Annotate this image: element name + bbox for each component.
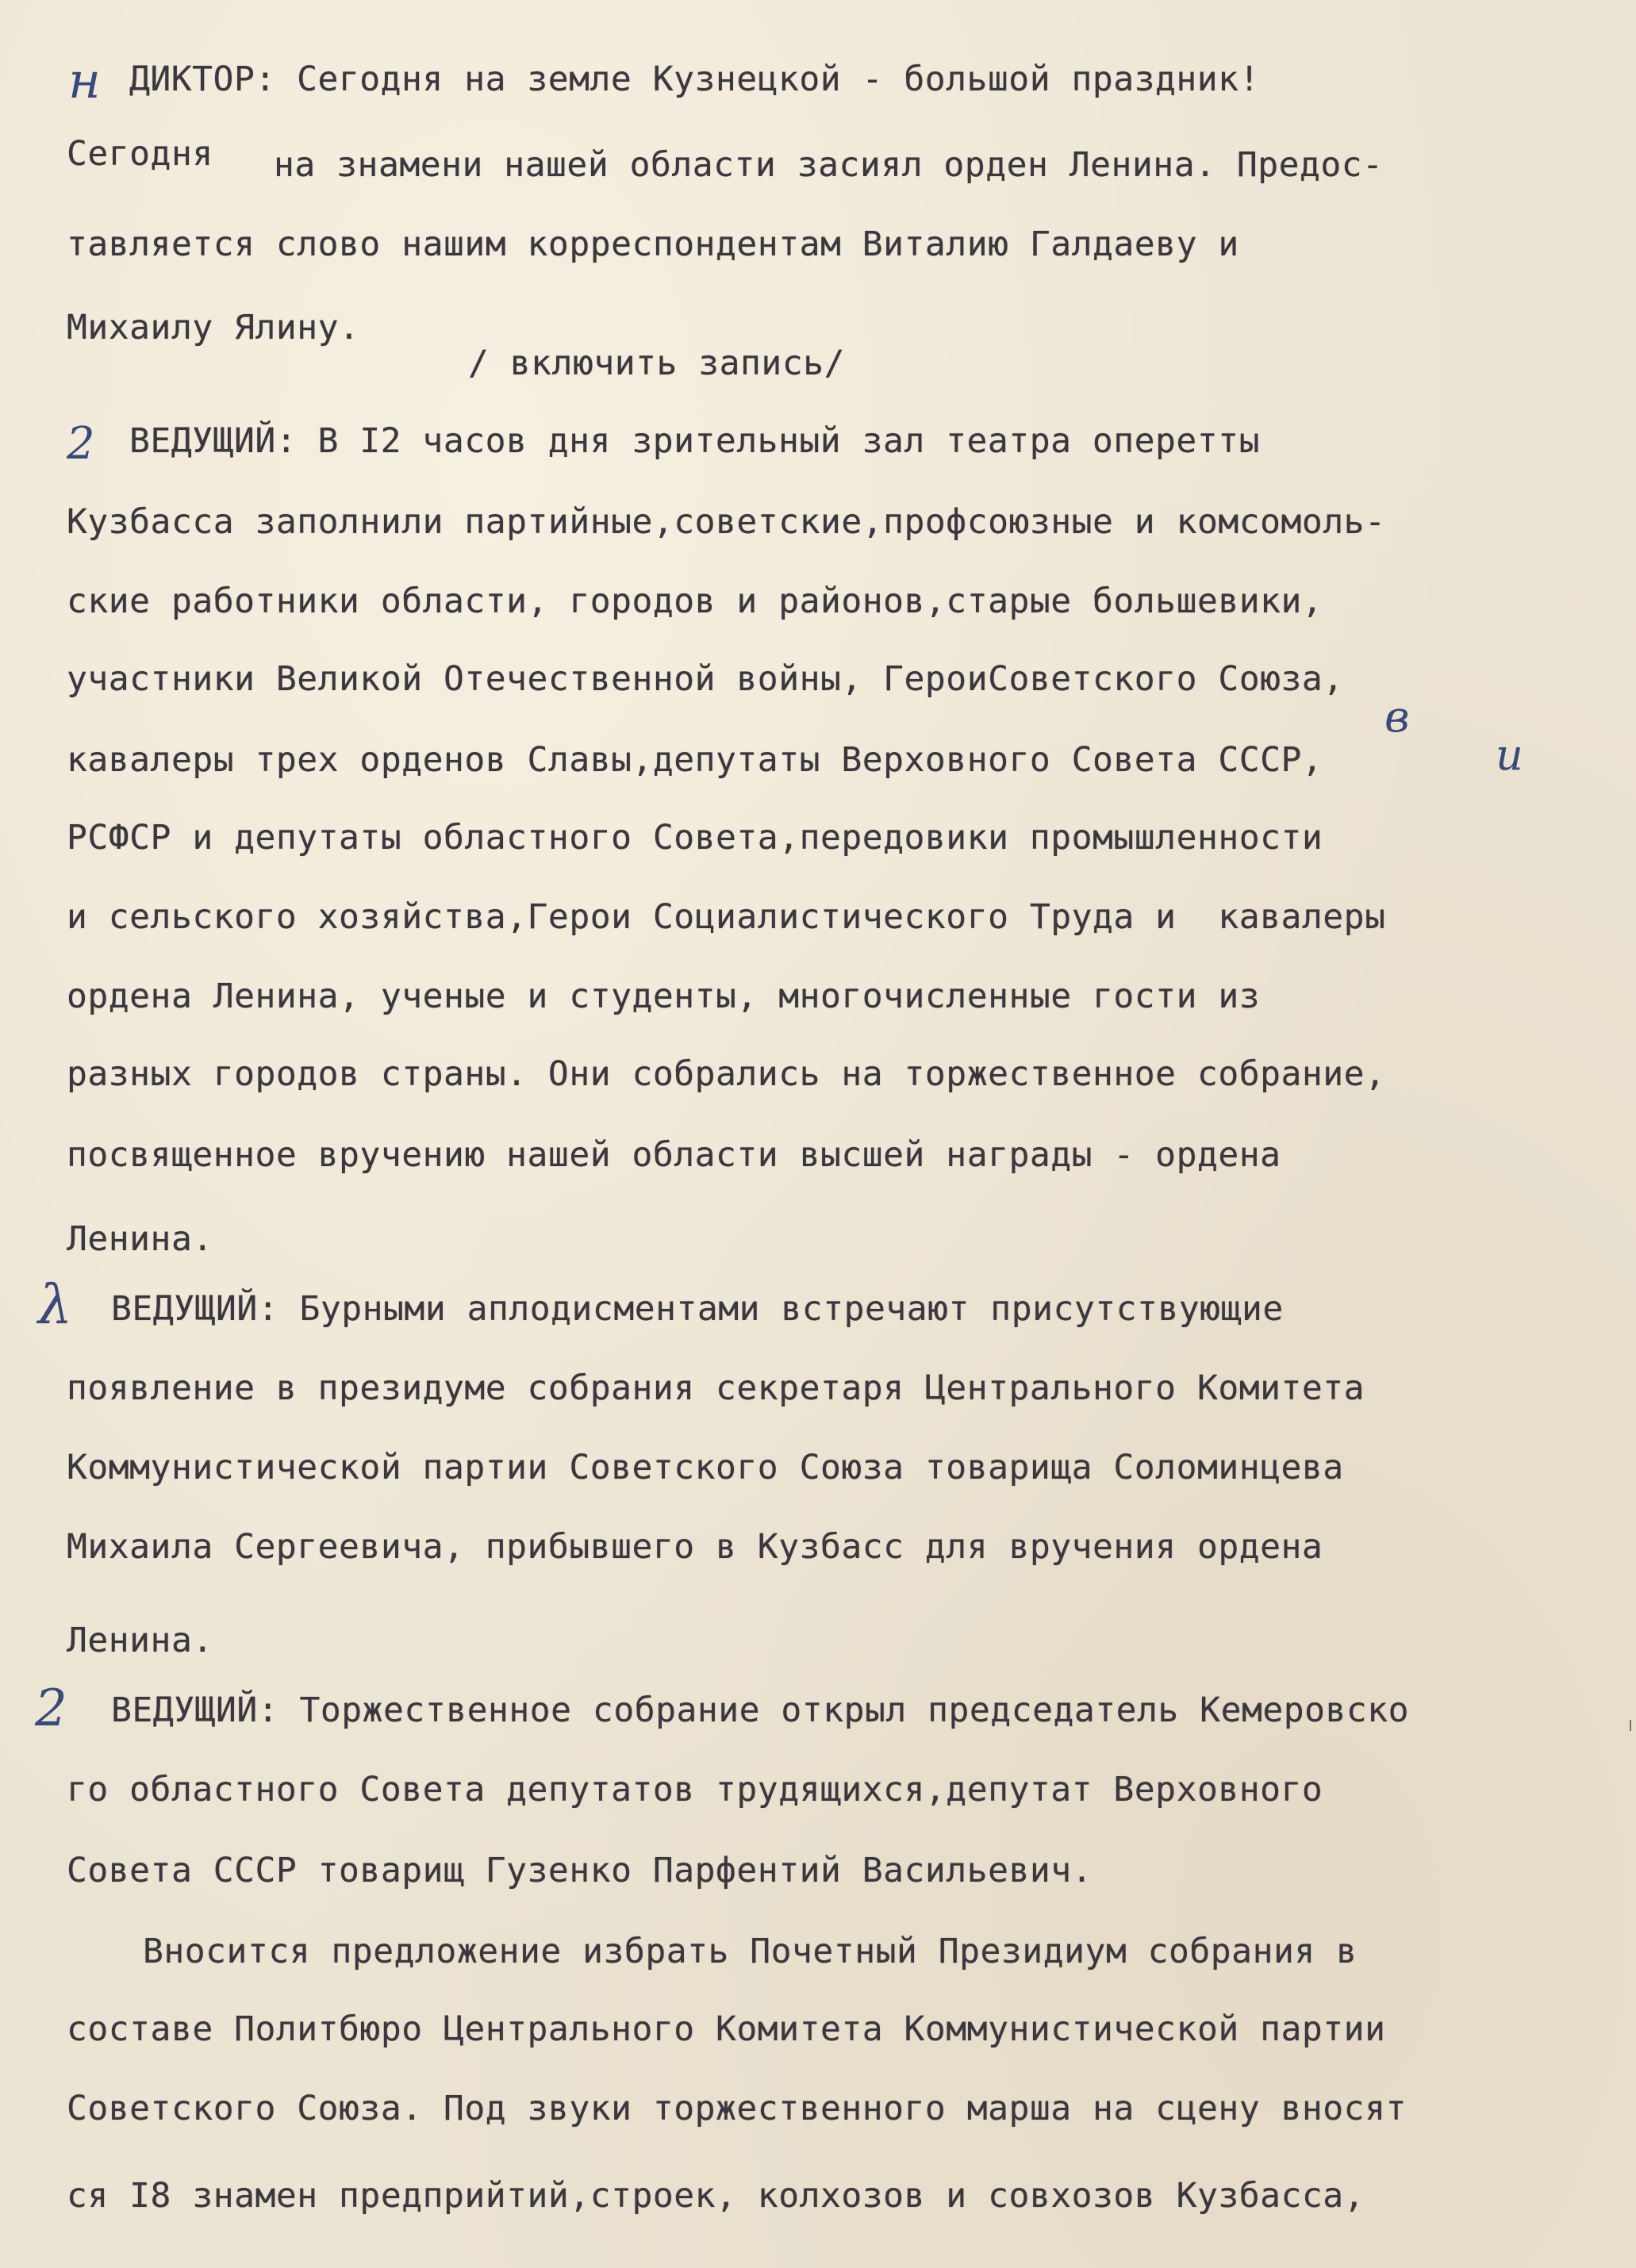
page-edge-mark	[1630, 1720, 1636, 1731]
text-line: составе Политбюро Центрального Комитета Коммунистической партии	[67, 2009, 1386, 2049]
text-line: разных городов страны. Они собрались на торжественное собрание,	[67, 1054, 1386, 1094]
text-line: Ленина.	[67, 1219, 213, 1259]
text-line: Кузбасса заполнили партийные,советские,профсоюзные и комсомоль-	[67, 502, 1386, 542]
text-line: посвященное вручению нашей области высшей награды - ордена	[67, 1135, 1281, 1175]
text-line: тавляется слово нашим корреспондентам Виталию Галдаеву и	[67, 224, 1239, 264]
handwritten-margin-mark: 2	[67, 418, 95, 470]
text-line: ДИКТОР: Сегодня на земле Кузнецкой - большой праздник!	[129, 59, 1260, 99]
handwritten-margin-mark: 2	[35, 1679, 67, 1738]
text-line: ские работники области, городов и районов,старые большевики,	[67, 581, 1323, 621]
text-line: ВЕДУЩИЙ: В I2 часов дня зрительный зал театра оперетты	[129, 421, 1260, 461]
text-line: / включить запись/	[468, 343, 845, 383]
text-line: участники Великой Отечественной войны, ГероиСоветского Союза,	[67, 659, 1344, 699]
text-line: Совета СССР товарищ Гузенко Парфентий Васильевич.	[67, 1851, 1093, 1890]
text-line: ВЕДУЩИЙ: Бурными аплодисментами встречают присутствующие	[111, 1289, 1284, 1329]
text-line: ВЕДУЩИЙ: Торжественное собрание открыл председатель Кемеровско	[111, 1690, 1410, 1730]
text-line: и сельского хозяйства,Герои Социалистического Труда и кавалеры	[67, 897, 1386, 937]
handwritten-margin-mark: λ	[38, 1274, 73, 1337]
handwritten-margin-mark: н	[68, 52, 101, 109]
text-line: РСФСР и депутаты областного Совета,передовики промышленности	[67, 818, 1323, 858]
text-line: Советского Союза. Под звуки торжественного марша на сцену вноcят	[67, 2089, 1407, 2128]
text-line: ся I8 знамен предприйтий,строек, колхозов и совхозов Кузбасса,	[67, 2176, 1365, 2216]
text-line: на знамени нашей области засиял орден Ленина. Предос-	[274, 145, 1384, 185]
handwritten-correction: в	[1384, 692, 1410, 742]
text-line: появление в президуме собрания секретаря Центрального Комитета	[67, 1368, 1365, 1408]
text-line: кавалеры трех орденов Славы,депутаты Верховного Совета СССР,	[67, 740, 1323, 780]
text-line: Ленина.	[67, 1621, 213, 1660]
text-line: Сегодня	[67, 134, 213, 174]
handwritten-correction: и	[1496, 730, 1523, 780]
text-line: ордена Ленина, ученые и студенты, многочисленные гости из	[67, 977, 1261, 1016]
text-line: Михаилу Ялину.	[67, 308, 360, 347]
text-line: Михаила Сергеевича, прибывшего в Кузбасс для вручения ордена	[67, 1527, 1323, 1567]
text-line: Коммунистической партии Советского Союза товарища Соломинцева	[67, 1448, 1344, 1487]
text-line: го областного Совета депутатов трудящихся,депутат Верховного	[67, 1770, 1323, 1809]
text-line: Вносится предложение избрать Почетный Президиум собрания в	[143, 1932, 1358, 1971]
